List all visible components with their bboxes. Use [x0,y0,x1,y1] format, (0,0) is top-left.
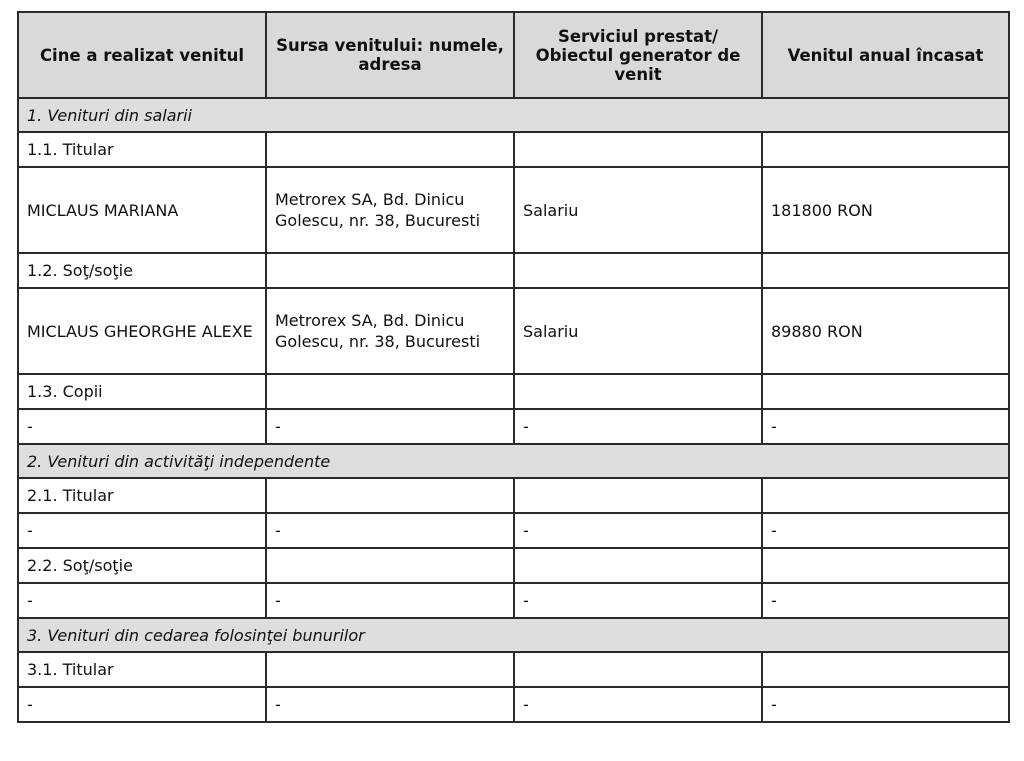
cell-amount [762,132,1009,167]
header-row [18,12,1009,98]
cell-who: 1.2. Soţ/soţie [18,253,266,288]
cell-source [266,253,514,288]
cell-source [266,374,514,409]
cell-service: - [514,409,762,444]
cell-source: - [266,583,514,618]
table-row [18,253,1009,288]
cell-source [266,478,514,513]
table-row [18,513,1009,548]
cell-amount: 181800 RON [762,167,1009,253]
cell-who: 3.1. Titular [18,652,266,687]
cell-service [514,253,762,288]
table-row [18,374,1009,409]
cell-service: Salariu [514,167,762,253]
section-title: 1. Venituri din salarii [18,98,1009,132]
table-row [18,167,1009,253]
cell-service: - [514,513,762,548]
cell-who: MICLAUS MARIANA [18,167,266,253]
section-title: 2. Venituri din activităţi independente [18,444,1009,478]
cell-service [514,132,762,167]
cell-source [266,652,514,687]
table-row [18,478,1009,513]
table-row [18,288,1009,374]
cell-amount: - [762,513,1009,548]
table-row [18,652,1009,687]
table-row [18,132,1009,167]
cell-source: Metrorex SA, Bd. Dinicu Golescu, nr. 38, Bucuresti [266,167,514,253]
cell-amount: - [762,687,1009,722]
cell-who: 2.1. Titular [18,478,266,513]
header-who: Cine a realizat venitul [18,12,266,98]
cell-who: - [18,583,266,618]
section-row [18,444,1009,478]
cell-source: Metrorex SA, Bd. Dinicu Golescu, nr. 38, Bucuresti [266,288,514,374]
cell-source [266,548,514,583]
table-row [18,687,1009,722]
cell-who: 1.3. Copii [18,374,266,409]
income-table [17,11,1010,723]
cell-amount [762,374,1009,409]
cell-service [514,478,762,513]
cell-amount [762,548,1009,583]
section-title: 3. Venituri din cedarea folosinţei bunurilor [18,618,1009,652]
header-amount: Venitul anual încasat [762,12,1009,98]
cell-service: - [514,583,762,618]
cell-source: - [266,513,514,548]
table-row [18,583,1009,618]
cell-who: 2.2. Soţ/soţie [18,548,266,583]
cell-service [514,548,762,583]
cell-who: MICLAUS GHEORGHE ALEXE [18,288,266,374]
section-row [18,618,1009,652]
cell-service [514,652,762,687]
cell-who: 1.1. Titular [18,132,266,167]
cell-who: - [18,409,266,444]
cell-source [266,132,514,167]
cell-source: - [266,409,514,444]
cell-amount: - [762,583,1009,618]
cell-amount [762,652,1009,687]
header-source: Sursa venitului: numele, adresa [266,12,514,98]
cell-amount: - [762,409,1009,444]
cell-service: - [514,687,762,722]
section-row [18,98,1009,132]
header-service: Serviciul prestat/ Obiectul generator de venit [514,12,762,98]
cell-who: - [18,513,266,548]
cell-amount [762,478,1009,513]
table-row [18,548,1009,583]
cell-service: Salariu [514,288,762,374]
cell-who: - [18,687,266,722]
cell-source: - [266,687,514,722]
cell-amount [762,253,1009,288]
cell-amount: 89880 RON [762,288,1009,374]
cell-service [514,374,762,409]
table-row [18,409,1009,444]
